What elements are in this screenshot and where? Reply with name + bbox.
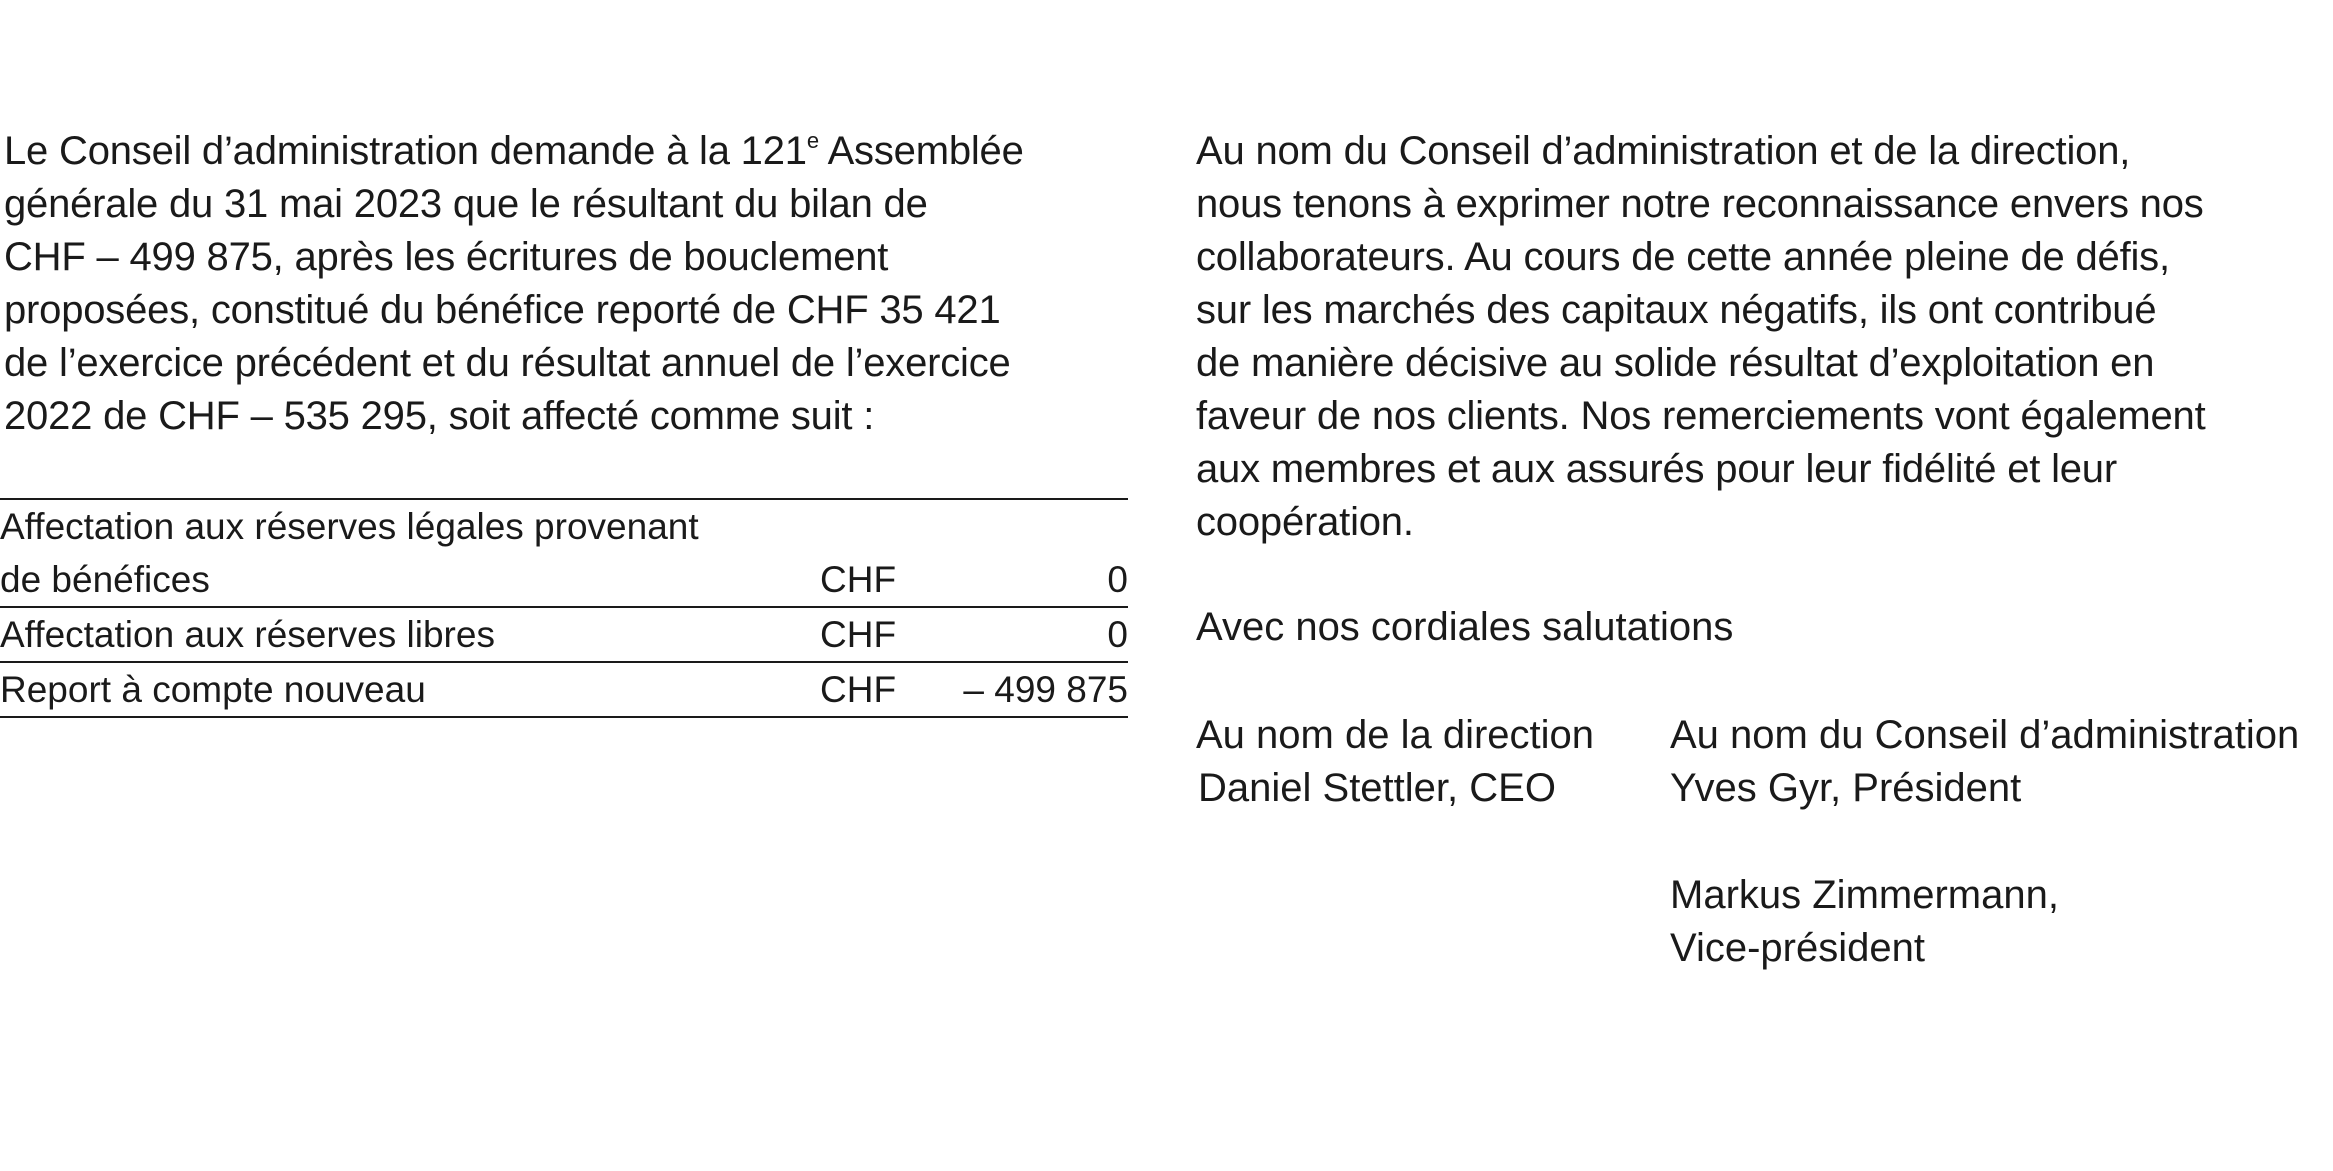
row-label: Affectation aux réserves libres <box>0 614 495 655</box>
signature-vp-title: Vice-président <box>1670 926 1925 970</box>
table-row <box>0 499 1128 607</box>
closing-salutation: Avec nos cordiales salutations <box>1196 605 1734 649</box>
proposal-paragraph <box>4 125 1154 443</box>
row-currency: CHF <box>820 559 897 600</box>
ordinal-superscript: e <box>806 128 819 153</box>
signature-management-role: Au nom de la direction <box>1196 713 1595 757</box>
table-row <box>0 607 1128 662</box>
thanks-paragraph: Au nom du Conseil d’administration et de la direction, nous tenons à exprimer notre reconnaissance envers nos collaborateurs. Au cours de cette année pleine de défis, sur les marchés des capitaux négatifs, ils ont contribué de manière décisive au solide résultat d’exploitation en faveur de nos clients. Nos remerciements vont également aux membres et aux assurés pour leur fidélité et leur coopération. <box>1196 129 2206 544</box>
signature-board-name: Yves Gyr, Président <box>1670 766 2022 810</box>
signature-board-role: Au nom du Conseil d’administration <box>1670 713 2300 757</box>
row-amount: 0 <box>1107 559 1128 600</box>
row-label: Affectation aux réserves légales provenant de bénéfices <box>0 506 699 600</box>
proposal-text-start: Le Conseil d’administration demande à la 121 <box>4 129 807 173</box>
row-amount: 0 <box>1107 614 1128 655</box>
signature-management-name: Daniel Stettler, CEO <box>1198 766 1556 810</box>
row-label: Report à compte nouveau <box>0 669 426 710</box>
row-currency: CHF <box>820 669 897 710</box>
proposal-text-end: Assemblée générale du 31 mai 2023 que le résultant du bilan de CHF – 499 875, après les écritures de bouclement proposées, constitué du bénéfice reporté de CHF 35 421 de l’exercice précédent et du résultat annuel de l’exercice 2022 de CHF – 535 295, soit affecté comme suit : <box>4 129 1024 438</box>
table-row <box>0 662 1128 717</box>
row-amount: – 499 875 <box>963 669 1128 710</box>
allocation-table <box>0 498 1128 718</box>
signature-vp-name: Markus Zimmermann, <box>1670 873 2059 917</box>
row-currency: CHF <box>820 614 897 655</box>
